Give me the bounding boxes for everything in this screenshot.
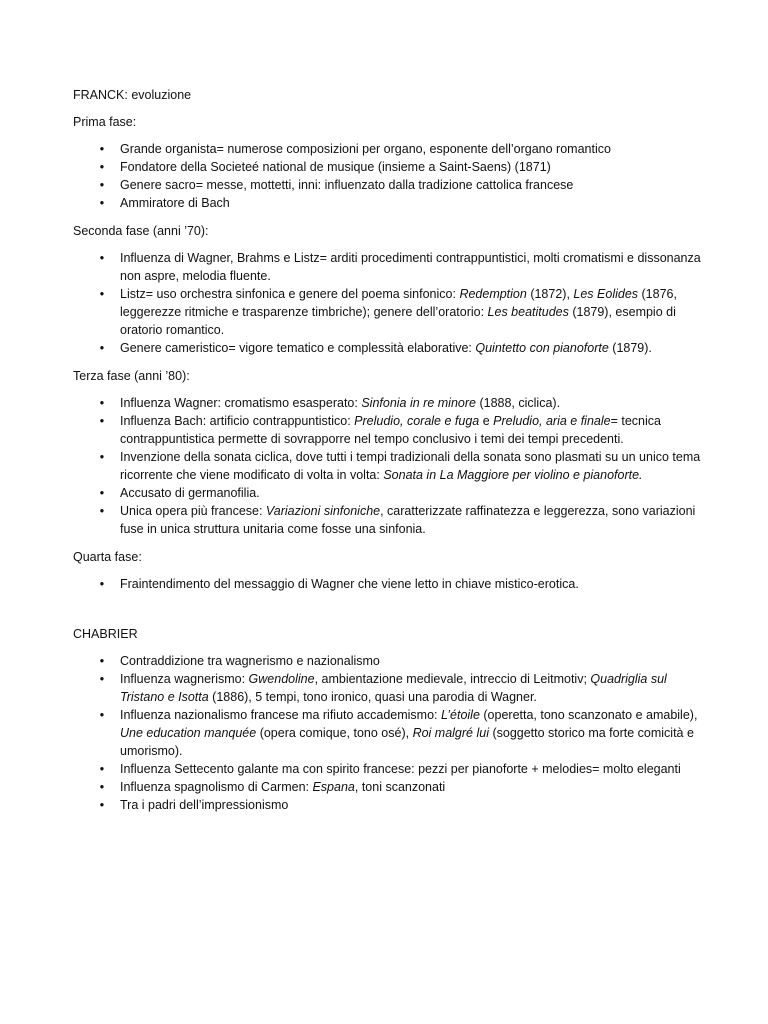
- list-item: [73, 194, 703, 212]
- list-item: [73, 575, 703, 593]
- list-item-text: [120, 450, 700, 482]
- text-run: (1888, ciclica).: [475, 396, 561, 410]
- list-item-text: [120, 160, 551, 174]
- text-run: Influenza Bach: artificio contrappuntistico:: [120, 414, 355, 428]
- text-run: (1872),: [526, 287, 574, 301]
- phase2-heading: Seconda fase (anni ’70):: [73, 224, 209, 238]
- text-run: Influenza nazionalismo francese ma rifiuto accademismo:: [120, 708, 441, 722]
- bullet-icon: •: [99, 196, 105, 210]
- list-item: [73, 652, 703, 670]
- list-item-text: [120, 780, 445, 794]
- list-item-text: [120, 504, 695, 536]
- bullet-icon: •: [99, 708, 105, 722]
- text-run: Grande organista= numerose composizioni per organo, esponente dell’organo romantico: [120, 142, 611, 156]
- list-item-text: [120, 251, 701, 283]
- italic-title: Sonata in La Maggiore per violino e pianoforte.: [383, 468, 643, 482]
- text-run: (1879).: [608, 341, 652, 355]
- text-run: Fondatore della Societeé national de musique (insieme a Saint-Saens) (1871): [120, 160, 551, 174]
- list-item: [73, 796, 703, 814]
- italic-title: Espana: [312, 780, 355, 794]
- italic-title: Une education manquée: [120, 726, 257, 740]
- italic-title: Roi malgré lui: [412, 726, 489, 740]
- list-item: [73, 760, 703, 778]
- list-item: [73, 176, 703, 194]
- list-item: [73, 394, 703, 412]
- franck-title: FRANCK: evoluzione: [73, 88, 192, 102]
- phase3-list: [73, 394, 703, 538]
- text-run: , toni scanzonati: [354, 780, 446, 794]
- phase4-heading: Quarta fase:: [73, 550, 142, 564]
- bullet-icon: •: [99, 287, 105, 301]
- italic-title: Quintetto con pianoforte: [475, 341, 609, 355]
- italic-title: L’étoile: [440, 708, 480, 722]
- text-run: Ammiratore di Bach: [120, 196, 230, 210]
- text-run: Influenza di Wagner, Brahms e Listz= arditi procedimenti contrappuntistici, molti cromatismi e dissonanza non aspre, melodia fluente.: [120, 251, 701, 283]
- list-item-text: [120, 762, 681, 776]
- text-run: Influenza Wagner: cromatismo esasperato:: [120, 396, 362, 410]
- phase3-heading: Terza fase (anni ’80):: [73, 369, 190, 383]
- list-item: [73, 412, 703, 448]
- phase2-list: [73, 249, 703, 357]
- italic-title: Gwendoline: [248, 672, 315, 686]
- list-item-text: [120, 654, 380, 668]
- bullet-icon: •: [99, 142, 105, 156]
- text-run: Invenzione della sonata ciclica, dove tutti i tempi tradizionali della sonata sono plasmati su un unico tema ricorrente che viene modificato di volta in volta:: [120, 450, 701, 482]
- text-run: Tra i padri dell’impressionismo: [120, 798, 289, 812]
- list-item: [73, 706, 703, 760]
- list-item-text: [120, 577, 579, 591]
- chabrier-list: [73, 652, 703, 814]
- list-item: [73, 158, 703, 176]
- list-item: [73, 448, 703, 484]
- bullet-icon: •: [99, 251, 105, 265]
- text-run: Accusato di germanofilia.: [120, 486, 260, 500]
- list-item-text: [120, 798, 288, 812]
- list-item: [73, 285, 703, 339]
- phase1-list: [73, 140, 703, 212]
- section-spacer: [73, 603, 703, 625]
- text-run: , ambientazione medievale, intreccio di Leitmotiv;: [314, 672, 591, 686]
- bullet-icon: •: [99, 780, 105, 794]
- italic-title: Les beatitudes: [487, 305, 569, 319]
- bullet-icon: •: [99, 798, 105, 812]
- text-run: , caratterizzate raffinatezza e leggerezza, sono variazioni fuse in unica struttura unitaria come fosse una sinfonia.: [120, 504, 696, 536]
- text-run: Listz= uso orchestra sinfonica e genere del poema sinfonico:: [120, 287, 460, 301]
- text-run: Fraintendimento del messaggio di Wagner che viene letto in chiave mistico-erotica.: [120, 577, 579, 591]
- text-run: Genere cameristico= vigore tematico e complessità elaborative:: [120, 341, 476, 355]
- list-item-text: [120, 196, 230, 210]
- phase4-list: [73, 575, 703, 593]
- list-item-text: [120, 414, 661, 446]
- text-run: Unica opera più francese:: [120, 504, 266, 518]
- italic-title: Preludio, corale e fuga: [354, 414, 480, 428]
- text-run: Contraddizione tra wagnerismo e nazionalismo: [120, 654, 380, 668]
- bullet-icon: •: [99, 160, 105, 174]
- text-run: (soggetto storico ma forte comicità e umorismo).: [120, 726, 694, 758]
- text-run: Influenza wagnerismo:: [120, 672, 249, 686]
- italic-title: Variazioni sinfoniche: [265, 504, 381, 518]
- list-item-text: [120, 708, 697, 758]
- list-item: [73, 249, 703, 285]
- text-run: (opera comique, tono osé),: [256, 726, 413, 740]
- bullet-icon: •: [99, 654, 105, 668]
- italic-title: Redemption: [459, 287, 527, 301]
- list-item: [73, 502, 703, 538]
- bullet-icon: •: [99, 672, 105, 686]
- text-run: Genere sacro= messe, mottetti, inni: influenzato dalla tradizione cattolica francese: [120, 178, 574, 192]
- phase1-heading: Prima fase:: [73, 115, 137, 129]
- italic-title: Sinfonia in re minore: [361, 396, 476, 410]
- list-item-text: [120, 486, 260, 500]
- text-run: (operetta, tono scanzonato e amabile),: [479, 708, 698, 722]
- bullet-icon: •: [99, 450, 105, 464]
- list-item: [73, 670, 703, 706]
- italic-title: Preludio, aria e finale: [493, 414, 611, 428]
- bullet-icon: •: [99, 414, 105, 428]
- bullet-icon: •: [99, 396, 105, 410]
- text-run: Influenza spagnolismo di Carmen:: [120, 780, 313, 794]
- italic-title: Quadriglia sul Tristano e Isotta: [120, 672, 667, 704]
- text-run: Influenza Settecento galante ma con spirito francese: pezzi per pianoforte + melodies= molto eleganti: [120, 762, 681, 776]
- bullet-icon: •: [99, 486, 105, 500]
- italic-title: Les Eolides: [573, 287, 639, 301]
- text-run: e: [479, 414, 494, 428]
- text-run: (1886), 5 tempi, tono ironico, quasi una parodia di Wagner.: [208, 690, 537, 704]
- text-run: (1876, leggerezze ritmiche e trasparenze timbriche); genere dell’oratorio:: [120, 287, 677, 319]
- list-item-text: [120, 672, 667, 704]
- bullet-icon: •: [99, 762, 105, 776]
- text-run: (1879), esempio di oratorio romantico.: [120, 305, 676, 337]
- document-page: [73, 86, 703, 824]
- list-item-text: [120, 178, 573, 192]
- list-item-text: [120, 396, 560, 410]
- bullet-icon: •: [99, 178, 105, 192]
- bullet-icon: •: [99, 504, 105, 518]
- list-item-text: [120, 142, 611, 156]
- list-item-text: [120, 341, 652, 355]
- list-item: [73, 484, 703, 502]
- bullet-icon: •: [99, 341, 105, 355]
- list-item: [73, 339, 703, 357]
- list-item: [73, 778, 703, 796]
- list-item: [73, 140, 703, 158]
- chabrier-title: CHABRIER: [73, 627, 138, 641]
- bullet-icon: •: [99, 577, 105, 591]
- list-item-text: [120, 287, 677, 337]
- text-run: = tecnica contrappuntistica permette di sovrapporre nel tempo conclusivo i temi dei tempi precedenti.: [120, 414, 661, 446]
